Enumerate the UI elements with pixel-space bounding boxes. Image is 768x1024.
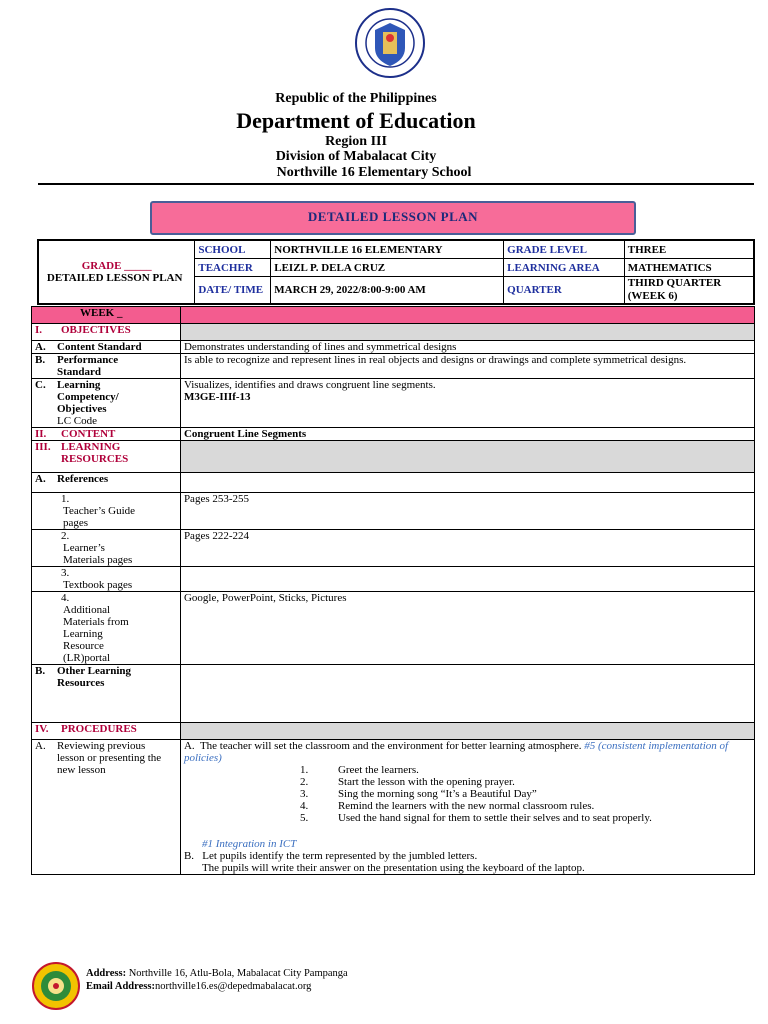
review-steps <box>184 764 751 824</box>
grade-label: GRADE _____ <box>81 260 152 272</box>
review-label: A. Reviewing previous lesson or presenting the new lesson <box>32 740 181 875</box>
address-label: Address: <box>86 968 127 979</box>
tb-value <box>180 567 754 592</box>
deped-seal-logo <box>355 8 425 78</box>
header-divider <box>38 183 754 185</box>
learning-area-label: LEARNING AREA <box>504 259 625 277</box>
email-label: Email Address: <box>86 981 155 992</box>
quarter-label: QUARTER <box>504 277 625 305</box>
quarter-value: THIRD QUARTER (WEEK 6) <box>624 277 754 305</box>
grade-level-value: THREE <box>624 240 754 259</box>
lm-value: Pages 222-224 <box>180 530 754 567</box>
learning-area-value: MATHEMATICS <box>624 259 754 277</box>
division-heading: Division of Mabalacat City <box>275 149 437 164</box>
content-standard-label: A. Content Standard <box>32 341 181 354</box>
datetime-label: DATE/ TIME <box>195 277 271 305</box>
content-value: Congruent Line Segments <box>180 428 754 441</box>
address-value: Northville 16, Atlu-Bola, Mabalacat City Pampanga <box>128 968 348 979</box>
week-label: WEEK _ <box>32 307 181 324</box>
school-label: SCHOOL <box>195 240 271 259</box>
objectives-heading: I. OBJECTIVES <box>32 324 181 341</box>
school-value: NORTHVILLE 16 ELEMENTARY <box>271 240 504 259</box>
procedures-value <box>180 723 754 740</box>
references-value <box>180 473 754 493</box>
resources-value <box>180 441 754 473</box>
review-b-detail: The pupils will write their answer on the presentation using the keyboard of the laptop. <box>201 862 585 874</box>
other-resources-label: B. Other Learning Resources <box>32 665 181 723</box>
region-heading: Region III <box>325 134 387 149</box>
am-label: 4.Additional Materials from Learning Resource (LR)portal <box>32 592 181 665</box>
resources-heading: III. LEARNING RESOURCES <box>32 441 181 473</box>
ict-tag: #1 Integration in ICT <box>201 838 297 850</box>
content-heading: II. CONTENT <box>32 428 181 441</box>
dlp-label: DETAILED LESSON PLAN <box>46 272 183 284</box>
other-resources-value <box>180 665 754 723</box>
school-logo <box>32 962 80 1010</box>
policy-tag: #5 (consistent implementation of policies) <box>183 740 729 764</box>
lesson-plan-table <box>31 306 755 875</box>
performance-standard-label: B. Performance Standard <box>32 354 181 379</box>
review-value <box>180 740 754 875</box>
lm-label: 2.Learner’s Materials pages <box>32 530 181 567</box>
teacher-label: TEACHER <box>195 259 271 277</box>
email-value: northville16.es@depedmabalacat.org <box>154 981 312 992</box>
department-heading: Department of Education <box>236 108 476 133</box>
school-heading: Northville 16 Elementary School <box>276 165 472 180</box>
competency-value: Visualizes, identifies and draws congruent line segments. M3GE-IIIf-13 <box>180 379 754 428</box>
am-value: Google, PowerPoint, Sticks, Pictures <box>180 592 754 665</box>
procedures-heading: IV. PROCEDURES <box>32 723 181 740</box>
tg-value: Pages 253-255 <box>180 493 754 530</box>
tg-label: 1.Teacher’s Guide pages <box>32 493 181 530</box>
references-label: A. References <box>32 473 181 493</box>
review-step: 2. Start the lesson with the opening prayer. <box>299 776 515 788</box>
review-step: 4. Remind the learners with the new normal classroom rules. <box>299 800 595 812</box>
footer-contact <box>86 967 348 993</box>
review-b: B. Let pupils identify the term represented by the jumbled letters. <box>183 850 478 862</box>
datetime-value: MARCH 29, 2022/8:00-9:00 AM <box>271 277 504 305</box>
grade-cell <box>38 240 195 304</box>
review-step: 5. Used the hand signal for them to settle their selves and to seat properly. <box>299 812 652 824</box>
info-table <box>37 239 755 305</box>
competency-label: C. Learning Competency/ Objectives LC Code <box>32 379 181 428</box>
grade-level-label: GRADE LEVEL <box>504 240 625 259</box>
week-value <box>180 307 754 324</box>
review-step: 3. Sing the morning song “It’s a Beautiful Day” <box>299 788 537 800</box>
content-standard-value: Demonstrates understanding of lines and symmetrical designs <box>180 341 754 354</box>
review-step: 1. Greet the learners. <box>299 764 419 776</box>
tb-label: 3.Textbook pages <box>32 567 181 592</box>
review-intro: A. The teacher will set the classroom and the environment for better learning atmosphere. #5 (consistent implementation of policies) <box>183 740 729 764</box>
performance-standard-value: Is able to recognize and represent lines in real objects and designs or drawings and complete symmetrical designs. <box>180 354 754 379</box>
objectives-value <box>180 324 754 341</box>
teacher-value: LEIZL P. DELA CRUZ <box>271 259 504 277</box>
dlp-banner: DETAILED LESSON PLAN <box>150 201 636 235</box>
republic-heading: Republic of the Philippines <box>275 91 437 106</box>
